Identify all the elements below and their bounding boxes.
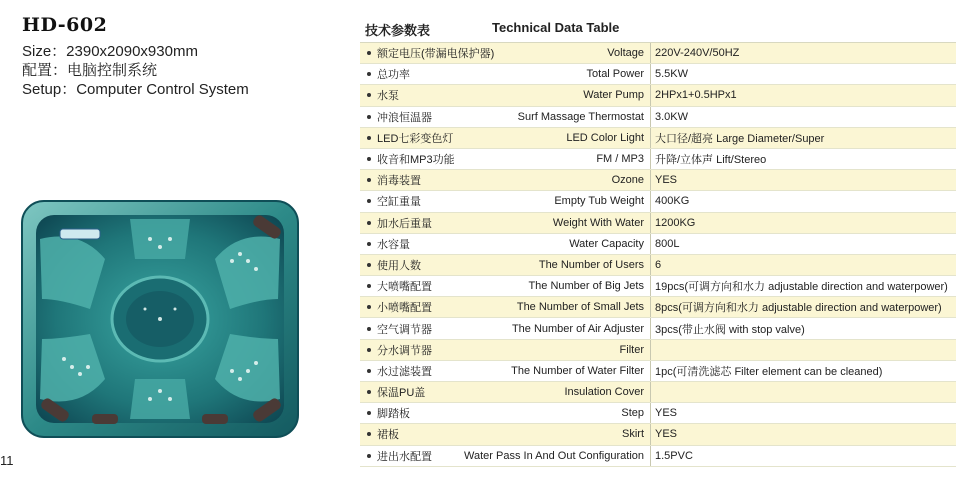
param-name-cn: 额定电压(带漏电保护器) xyxy=(377,48,495,61)
param-cell xyxy=(360,318,650,338)
param-name-en: Step xyxy=(621,407,644,420)
param-name-cn: 空缸重量 xyxy=(377,196,421,209)
table-rows xyxy=(360,42,956,467)
param-cell xyxy=(360,149,650,169)
param-name-cn: 进出水配置 xyxy=(377,450,432,463)
bullet-icon xyxy=(367,369,371,373)
param-name-cn: LED七彩变色灯 xyxy=(377,132,454,145)
param-value: 1.5PVC xyxy=(650,446,956,466)
param-value: YES xyxy=(650,170,956,190)
param-name-en: Water Capacity xyxy=(569,237,644,250)
table-row xyxy=(360,382,956,403)
bullet-icon xyxy=(367,284,371,288)
param-value: 升降/立体声 Lift/Stereo xyxy=(650,149,956,169)
bullet-icon xyxy=(367,221,371,225)
param-name-cn: 分水调节器 xyxy=(377,344,432,357)
table-row xyxy=(360,424,956,445)
param-name-cn: 使用人数 xyxy=(377,259,421,272)
bullet-icon xyxy=(367,454,371,458)
technical-data-table xyxy=(360,18,956,463)
param-name-cn: 大喷嘴配置 xyxy=(377,281,432,294)
bullet-icon xyxy=(367,305,371,309)
param-cell xyxy=(360,361,650,381)
param-cell xyxy=(360,234,650,254)
bullet-icon xyxy=(367,390,371,394)
param-name-cn: 消毒装置 xyxy=(377,175,421,188)
bullet-icon xyxy=(367,411,371,415)
bullet-icon xyxy=(367,93,371,97)
table-row xyxy=(360,234,956,255)
param-name-en: Weight With Water xyxy=(552,216,644,229)
param-name-en: Filter xyxy=(619,343,644,356)
table-row xyxy=(360,191,956,212)
table-row xyxy=(360,340,956,361)
param-cell xyxy=(360,213,650,233)
table-row xyxy=(360,128,956,149)
param-cell xyxy=(360,403,650,423)
param-value: 3pcs(带止水阀 with stop valve) xyxy=(650,318,956,338)
param-cell xyxy=(360,276,650,296)
param-cell xyxy=(360,128,650,148)
param-name-cn: 加水后重量 xyxy=(377,217,432,230)
hot-tub-image xyxy=(20,199,300,439)
param-name-cn: 水过滤装置 xyxy=(377,365,432,378)
param-cell xyxy=(360,170,650,190)
product-info xyxy=(22,14,342,99)
table-row xyxy=(360,213,956,234)
table-title-cn: 技术参数表 xyxy=(365,23,431,38)
bullet-icon xyxy=(367,199,371,203)
param-name-cn: 空气调节器 xyxy=(377,323,432,336)
bullet-icon xyxy=(367,178,371,182)
param-name-cn: 水泵 xyxy=(377,90,399,103)
param-value: 3.0KW xyxy=(650,107,956,127)
bullet-icon xyxy=(367,136,371,140)
param-name-cn: 裙板 xyxy=(377,429,399,442)
bullet-icon xyxy=(367,157,371,161)
bullet-icon xyxy=(367,432,371,436)
param-value: 1pc(可清洗滤芯 Filter element can be cleaned) xyxy=(650,361,956,381)
bullet-icon xyxy=(367,51,371,55)
param-cell xyxy=(360,85,650,105)
param-cell xyxy=(360,64,650,84)
param-name-en: Total Power xyxy=(586,68,644,81)
table-row xyxy=(360,43,956,64)
param-name-cn: 冲浪恒温器 xyxy=(377,111,432,124)
setup-line: Setup：Computer Control System xyxy=(22,81,249,98)
table-row xyxy=(360,170,956,191)
param-name-en: The Number of Water Filter xyxy=(511,364,644,377)
bullet-icon xyxy=(367,72,371,76)
param-name-en: Ozone xyxy=(611,174,644,187)
param-value xyxy=(650,340,956,360)
param-name-en: The Number of Air Adjuster xyxy=(511,322,644,335)
param-name-cn: 收音和MP3功能 xyxy=(377,154,455,167)
table-row xyxy=(360,446,956,467)
size-line: Size：2390x2090x930mm xyxy=(22,43,198,60)
table-row xyxy=(360,276,956,297)
table-row xyxy=(360,255,956,276)
table-row xyxy=(360,107,956,128)
table-row xyxy=(360,403,956,424)
param-name-en: Surf Massage Thermostat xyxy=(517,110,644,123)
param-value: 19pcs(可调方向和水力 adjustable direction and waterpower) xyxy=(650,276,956,296)
table-row xyxy=(360,64,956,85)
param-value: YES xyxy=(650,403,956,423)
param-name-en: LED Color Light xyxy=(566,131,644,144)
table-row xyxy=(360,85,956,106)
model-name: HD-602 xyxy=(22,14,108,36)
param-value: 220V-240V/50HZ xyxy=(650,43,956,63)
param-name-en: Water Pump xyxy=(583,89,644,102)
param-cell xyxy=(360,424,650,444)
param-value: 2HPx1+0.5HPx1 xyxy=(650,85,956,105)
param-cell xyxy=(360,297,650,317)
bullet-icon xyxy=(367,263,371,267)
param-name-cn: 总功率 xyxy=(377,69,410,82)
param-cell xyxy=(360,382,650,402)
param-name-cn: 脚踏板 xyxy=(377,408,410,421)
param-cell xyxy=(360,43,650,63)
table-row xyxy=(360,149,956,170)
param-value: 800L xyxy=(650,234,956,254)
param-name-en: Voltage xyxy=(607,47,644,60)
param-name-en: Skirt xyxy=(622,428,644,441)
param-cell xyxy=(360,107,650,127)
bullet-icon xyxy=(367,327,371,331)
param-value: 6 xyxy=(650,255,956,275)
bullet-icon xyxy=(367,348,371,352)
param-name-en: Insulation Cover xyxy=(564,386,644,399)
param-name-cn: 小喷嘴配置 xyxy=(377,302,432,315)
param-name-cn: 水容量 xyxy=(377,238,410,251)
param-value: 8pcs(可调方向和水力 adjustable direction and waterpower) xyxy=(650,297,956,317)
param-value: 5.5KW xyxy=(650,64,956,84)
table-header xyxy=(360,18,956,40)
table-row xyxy=(360,361,956,382)
param-cell xyxy=(360,340,650,360)
param-cell xyxy=(360,446,650,466)
param-name-en: FM / MP3 xyxy=(596,153,644,166)
param-value: 大口径/超亮 Large Diameter/Super xyxy=(650,128,956,148)
param-name-en: The Number of Small Jets xyxy=(516,301,644,314)
config-cn-line: 配置：电脑控制系统 xyxy=(22,62,158,79)
param-name-cn: 保温PU盖 xyxy=(377,387,426,400)
param-value: YES xyxy=(650,424,956,444)
table-row xyxy=(360,297,956,318)
param-cell xyxy=(360,255,650,275)
bullet-icon xyxy=(367,242,371,246)
table-title-en: Technical Data Table xyxy=(492,20,620,35)
page-number: 11 xyxy=(0,453,14,468)
param-value xyxy=(650,382,956,402)
param-cell xyxy=(360,191,650,211)
param-value: 400KG xyxy=(650,191,956,211)
table-row xyxy=(360,318,956,339)
bullet-icon xyxy=(367,115,371,119)
param-name-en: Empty Tub Weight xyxy=(554,195,644,208)
param-name-en: The Number of Big Jets xyxy=(528,280,644,293)
param-name-en: Water Pass In And Out Configuration xyxy=(464,449,644,462)
param-value: 1200KG xyxy=(650,213,956,233)
param-name-en: The Number of Users xyxy=(538,258,644,271)
